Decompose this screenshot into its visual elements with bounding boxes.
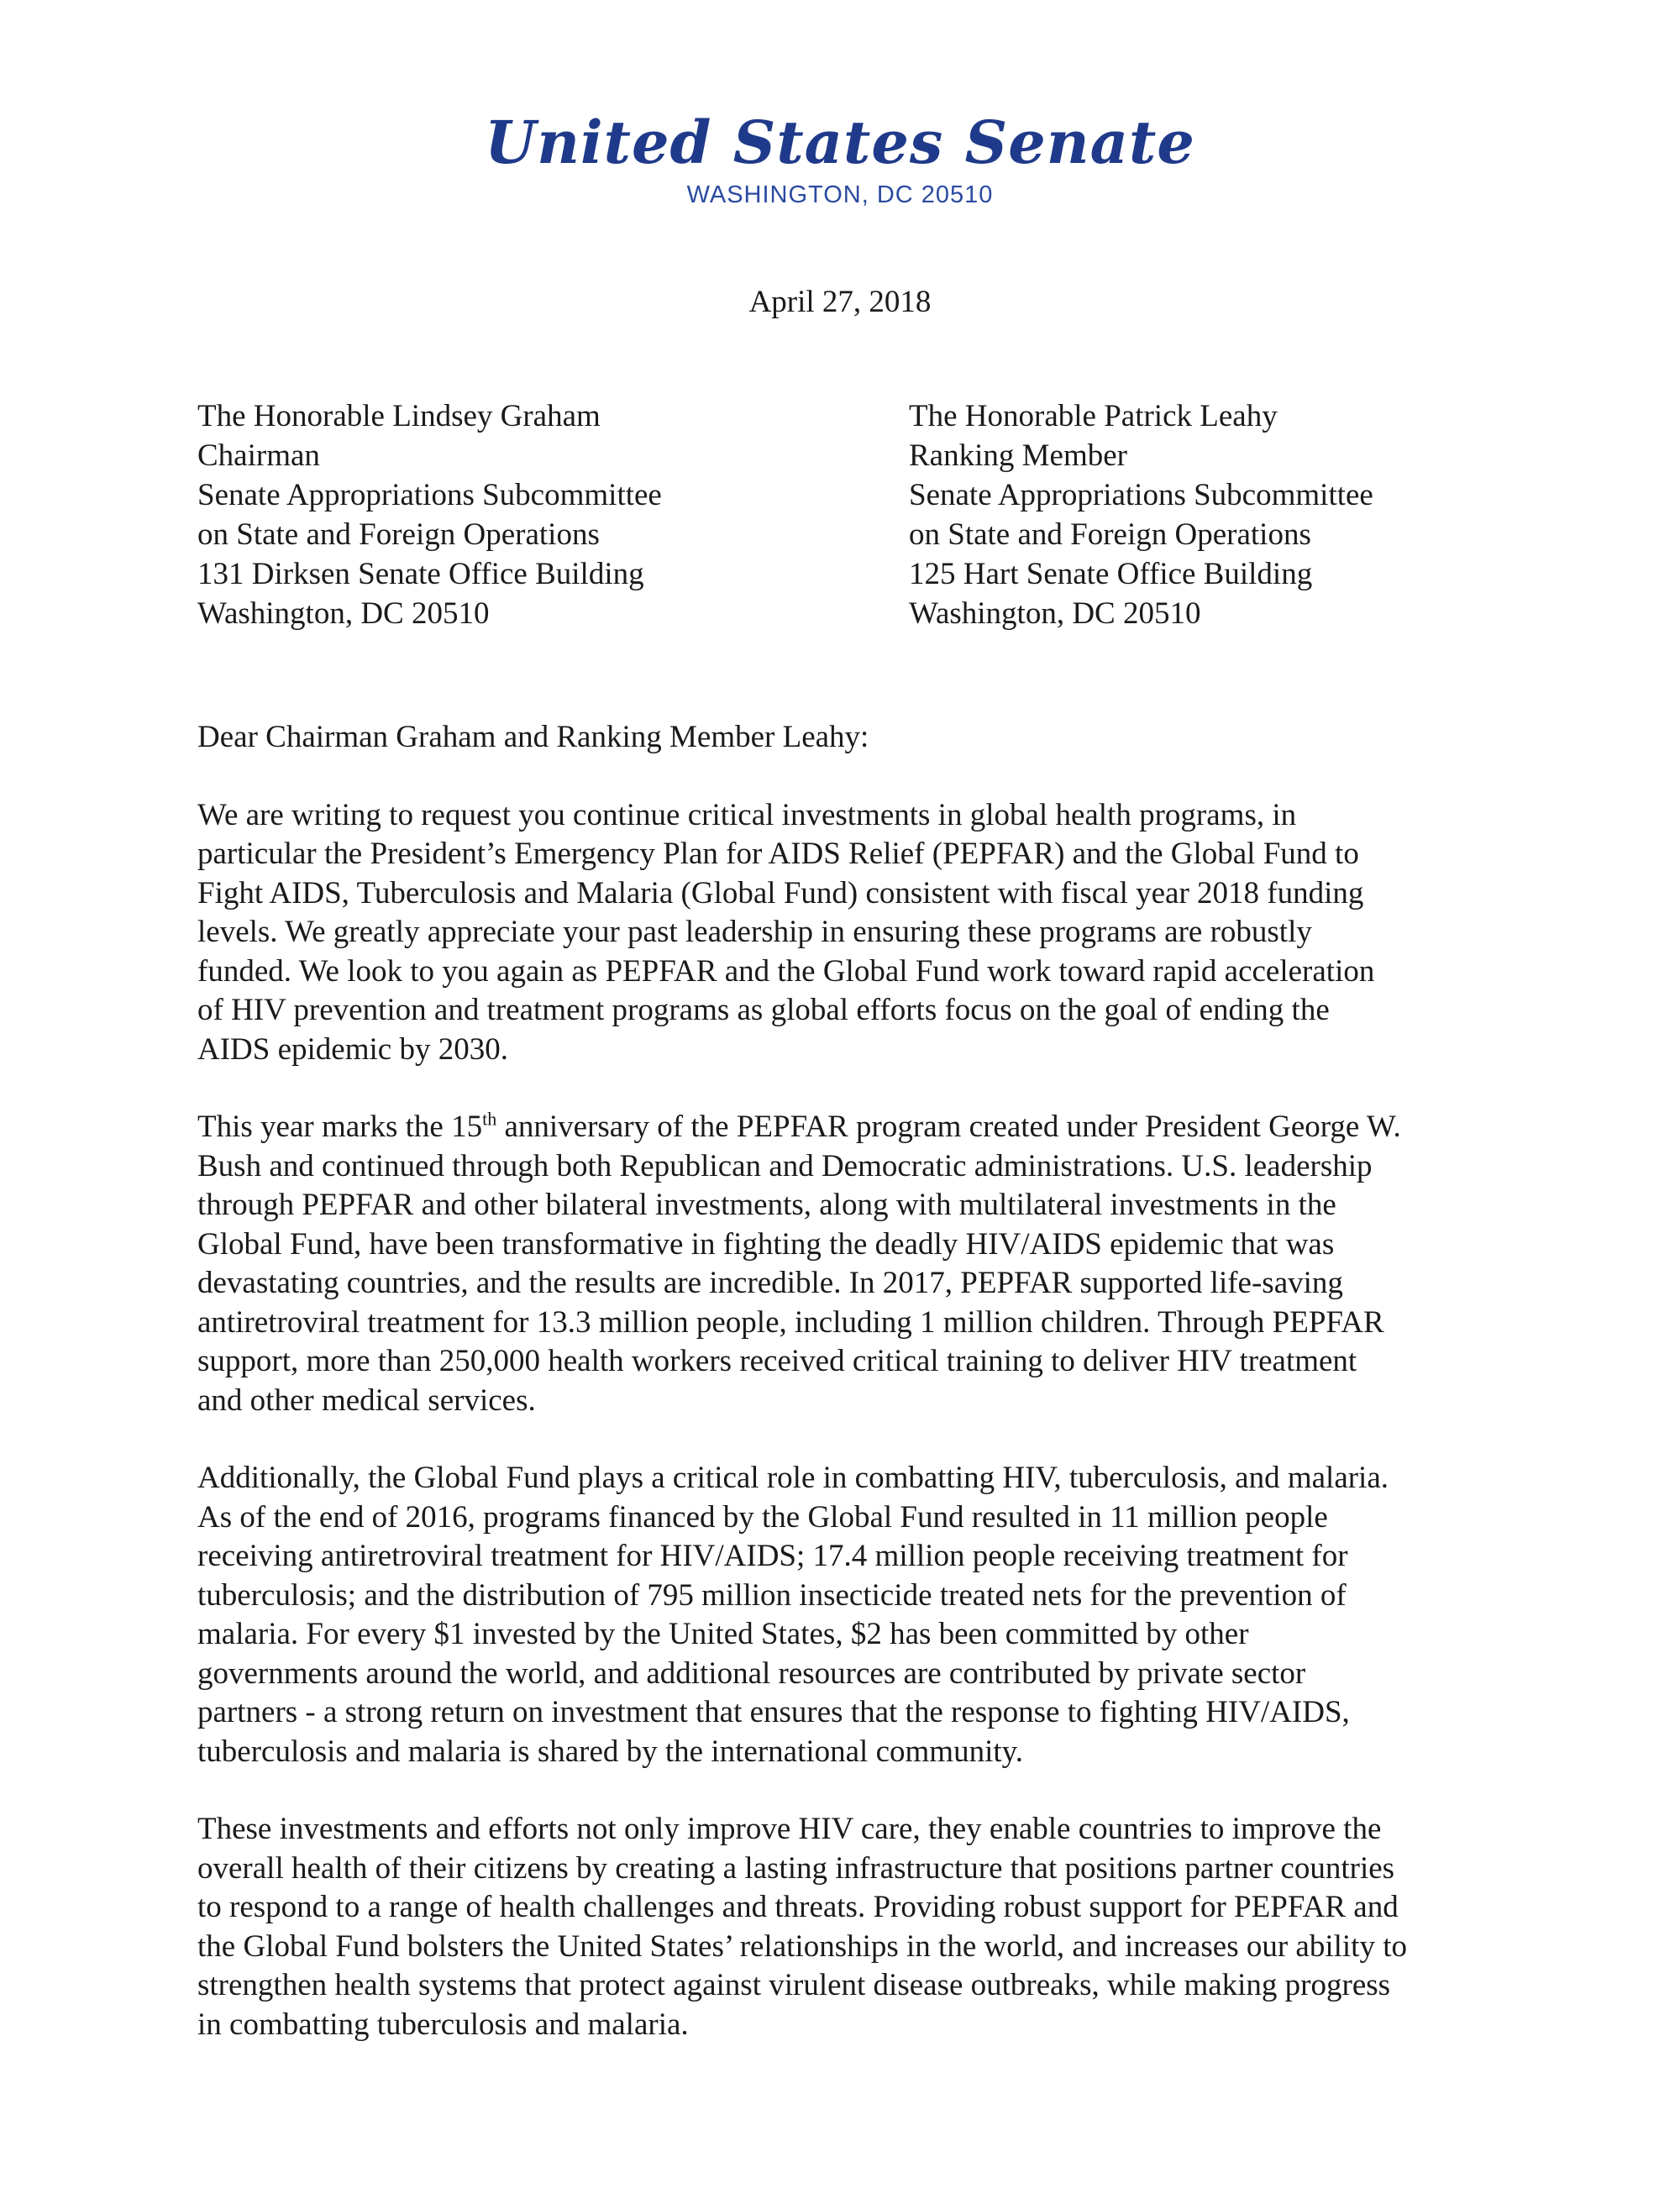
recipient-address-leahy: [909, 396, 1373, 633]
address-line: on State and Foreign Operations: [197, 517, 600, 552]
ordinal-superscript: th: [482, 1108, 497, 1130]
paragraph-line: These investments and efforts not only improve HIV care, they enable countries to improve the: [197, 1812, 1382, 1846]
paragraph-line: support, more than 250,000 health workers received critical training to deliver HIV treatment: [197, 1344, 1357, 1378]
paragraph-4: [197, 1810, 1525, 2044]
address-line: on State and Foreign Operations: [909, 517, 1311, 552]
letter-body: [197, 718, 1525, 2083]
paragraph-line: partners - a strong return on investment that ensures that the response to fighting HIV/AIDS,: [197, 1695, 1350, 1729]
address-line: Washington, DC 20510: [909, 596, 1201, 631]
paragraph-line: [197, 1108, 1525, 1147]
paragraph-line: antiretroviral treatment for 13.3 million people, including 1 million children. Through PEPFAR: [197, 1304, 1384, 1340]
paragraph-line: the Global Fund bolsters the United States’ relationships in the world, and increases our ability to: [197, 1928, 1407, 1964]
letter-date: April 27, 2018: [748, 285, 932, 319]
text-segment: This year marks the 15: [197, 1110, 483, 1144]
address-line: The Honorable Lindsey Graham: [197, 399, 601, 433]
senate-title: United States Senate: [485, 108, 1195, 177]
address-line: 125 Hart Senate Office Building: [909, 557, 1313, 591]
paragraph-line: As of the end of 2016, programs financed by the Global Fund resulted in 11 million people: [197, 1499, 1328, 1535]
address-line: Washington, DC 20510: [197, 596, 490, 631]
paragraph-2: [197, 1108, 1525, 1420]
address-line: The Honorable Patrick Leahy: [909, 399, 1278, 433]
text-segment: anniversary of the PEPFAR program created under President George W.: [496, 1110, 1401, 1144]
address-line: 131 Dirksen Senate Office Building: [197, 557, 644, 591]
salutation: Dear Chairman Graham and Ranking Member Leahy:: [197, 720, 869, 754]
paragraph-line: strengthen health systems that protect against virulent disease outbreaks, while making progress: [197, 1968, 1391, 2002]
paragraph-line: Bush and continued through both Republican and Democratic administrations. U.S. leadership: [197, 1148, 1373, 1183]
paragraph-3: [197, 1459, 1525, 1771]
paragraph-line: governments around the world, and additional resources are contributed by private sector: [197, 1655, 1306, 1691]
paragraph-line: to respond to a range of health challenges and threats. Providing robust support for PEPFAR and: [197, 1890, 1399, 1924]
paragraph-1: [197, 796, 1525, 1070]
recipient-address-graham: [197, 396, 662, 633]
address-line: Senate Appropriations Subcommittee: [909, 478, 1373, 512]
paragraph-line: Additionally, the Global Fund plays a critical role in combatting HIV, tuberculosis, and malaria.: [197, 1461, 1389, 1495]
paragraph-line: receiving antiretroviral treatment for HIV/AIDS; 17.4 million people receiving treatment for: [197, 1539, 1348, 1573]
paragraph-line: AIDS epidemic by 2030.: [197, 1031, 508, 1067]
paragraph-line: tuberculosis and malaria is shared by the international community.: [197, 1734, 1023, 1769]
paragraph-line: and other medical services.: [197, 1383, 536, 1418]
senate-address: WASHINGTON, DC 20510: [686, 181, 994, 208]
letterhead: [0, 109, 1680, 209]
address-line: Chairman: [197, 438, 320, 473]
paragraph-line: in combatting tuberculosis and malaria.: [197, 2007, 689, 2042]
paragraph-line: particular the President’s Emergency Plan for AIDS Relief (PEPFAR) and the Global Fund to: [197, 837, 1359, 871]
paragraph-line: overall health of their citizens by creating a lasting infrastructure that positions partner countries: [197, 1850, 1395, 1886]
paragraph-line: Global Fund, have been transformative in fighting the deadly HIV/AIDS epidemic that was: [197, 1226, 1335, 1262]
paragraph-line: We are writing to request you continue critical investments in global health programs, in: [197, 797, 1297, 832]
paragraph-line: tuberculosis; and the distribution of 795 million insecticide treated nets for the prevention of: [197, 1577, 1347, 1613]
paragraph-line: levels. We greatly appreciate your past leadership in ensuring these programs are robustly: [197, 915, 1312, 949]
paragraph-line: funded. We look to you again as PEPFAR and the Global Fund work toward rapid acceleration: [197, 953, 1375, 989]
paragraph-line: Fight AIDS, Tuberculosis and Malaria (Global Fund) consistent with fiscal year 2018 funding: [197, 875, 1364, 910]
paragraph-line: through PEPFAR and other bilateral investments, along with multilateral investments in the: [197, 1188, 1336, 1222]
address-line: Ranking Member: [909, 438, 1127, 473]
address-line: Senate Appropriations Subcommittee: [197, 478, 662, 512]
paragraph-line: malaria. For every $1 invested by the United States, $2 has been committed by other: [197, 1617, 1249, 1651]
paragraph-line: of HIV prevention and treatment programs as global efforts focus on the goal of ending the: [197, 993, 1330, 1027]
paragraph-line: devastating countries, and the results are incredible. In 2017, PEPFAR supported life-saving: [197, 1266, 1343, 1300]
